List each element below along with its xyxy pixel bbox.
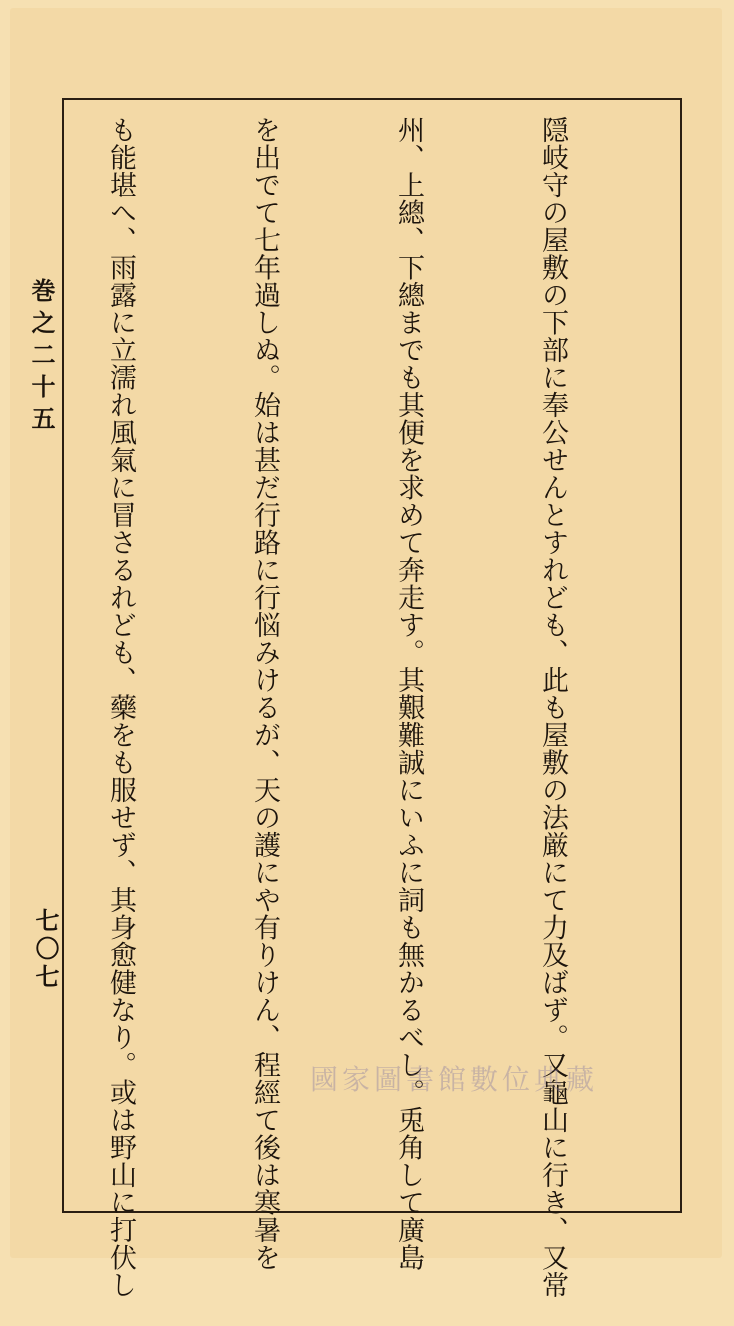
text-line: も能堪へ、雨露に立濡れ風氣に冒さるれども、藥をも服せず、其身愈健なり。或は野山に打伏し xyxy=(105,116,136,1299)
volume-title: 巻之二十五 xyxy=(27,278,56,438)
text-line: 隠岐守の屋敷の下部に奉公せんとすれども、此も屋敷の法厳にて力及ばず。又龜山に行き、又常 xyxy=(537,116,568,1299)
library-watermark: 國家圖書館數位典藏 xyxy=(310,1063,599,1096)
book-page xyxy=(10,8,722,1299)
text-line: 州、上總、下總までも其便を求めて奔走す。其艱難誠にいふに詞も無かるべし。兎角して廣島 xyxy=(393,116,424,1271)
vertical-text-block xyxy=(72,116,672,1299)
text-line: を出でて七年過しぬ。始は甚だ行路に行悩みけるが、天の護にや有りけん、程經て後は寒暑を xyxy=(249,116,280,1271)
page-number: 七〇七 xyxy=(31,908,60,992)
